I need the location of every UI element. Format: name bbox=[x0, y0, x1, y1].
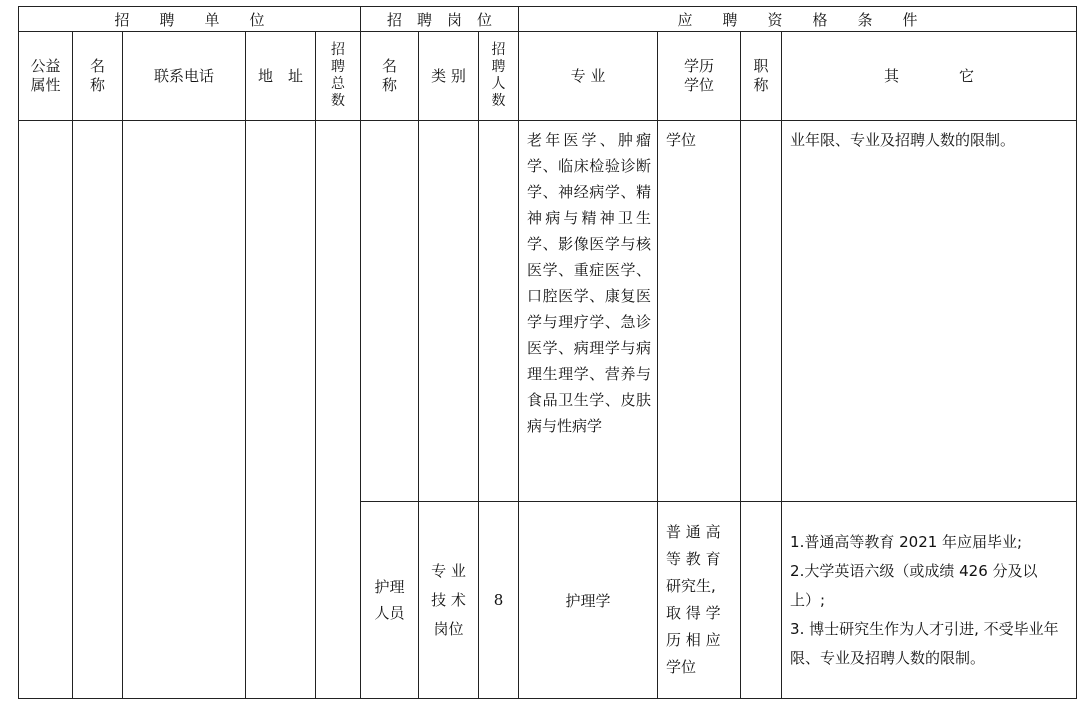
col-header-title: 职 称 bbox=[741, 32, 782, 121]
recruitment-table bbox=[18, 6, 1077, 699]
cell-nature bbox=[19, 121, 73, 699]
row1-major: 老年医学、肿瘤学、临床检验诊断学、神经病学、精神病与精神卫生学、影像医学与核医学、重症医学、口腔医学、康复医学与理疗学、急诊医学、病理学与病理生理学、营养与食品卫生学、皮肤病与性病学 bbox=[519, 121, 658, 502]
group-header-post: 招 聘 岗 位 bbox=[361, 7, 519, 32]
row2-count: 8 bbox=[479, 502, 519, 699]
row1-degree: 学位 bbox=[658, 121, 741, 502]
row2-other-line-3: 3. 博士研究生作为人才引进, 不受毕业年限、专业及招聘人数的限制。 bbox=[790, 619, 1059, 667]
group-header-unit: 招 聘 单 位 bbox=[19, 7, 361, 32]
row2-major: 护理学 bbox=[519, 502, 658, 699]
row1-count bbox=[479, 121, 519, 502]
col-header-degree: 学历 学位 bbox=[658, 32, 741, 121]
cell-address bbox=[246, 121, 316, 699]
row2-other-line-2: 2.大学英语六级（或成绩 426 分及以上）; bbox=[790, 561, 1038, 609]
row1-post-name bbox=[361, 121, 419, 502]
row2-degree: 普 通 高 等 教 育 研究生, 取 得 学 历 相 应 学位 bbox=[658, 502, 741, 699]
row2-post-name: 护理 人员 bbox=[361, 502, 419, 699]
col-header-category: 类 别 bbox=[419, 32, 479, 121]
row2-other bbox=[782, 502, 1077, 699]
row2-category: 专 业 技 术 岗位 bbox=[419, 502, 479, 699]
cell-phone bbox=[123, 121, 246, 699]
group-header-qualification: 应 聘 资 格 条 件 bbox=[519, 7, 1077, 32]
col-header-post-name: 名 称 bbox=[361, 32, 419, 121]
col-header-other: 其 它 bbox=[782, 32, 1077, 121]
col-header-nature: 公益 属性 bbox=[19, 32, 73, 121]
col-header-address: 地 址 bbox=[246, 32, 316, 121]
row2-other-line-1: 1.普通高等教育 2021 年应届毕业; bbox=[790, 532, 1023, 551]
col-header-major: 专 业 bbox=[519, 32, 658, 121]
col-header-phone: 联系电话 bbox=[123, 32, 246, 121]
row1-other: 业年限、专业及招聘人数的限制。 bbox=[782, 121, 1077, 502]
cell-total bbox=[316, 121, 361, 699]
row1-title bbox=[741, 121, 782, 502]
col-header-name: 名 称 bbox=[73, 32, 123, 121]
col-header-total: 招 聘 总 数 bbox=[316, 32, 361, 121]
cell-name bbox=[73, 121, 123, 699]
row1-category bbox=[419, 121, 479, 502]
col-header-count: 招 聘 人 数 bbox=[479, 32, 519, 121]
row2-title bbox=[741, 502, 782, 699]
